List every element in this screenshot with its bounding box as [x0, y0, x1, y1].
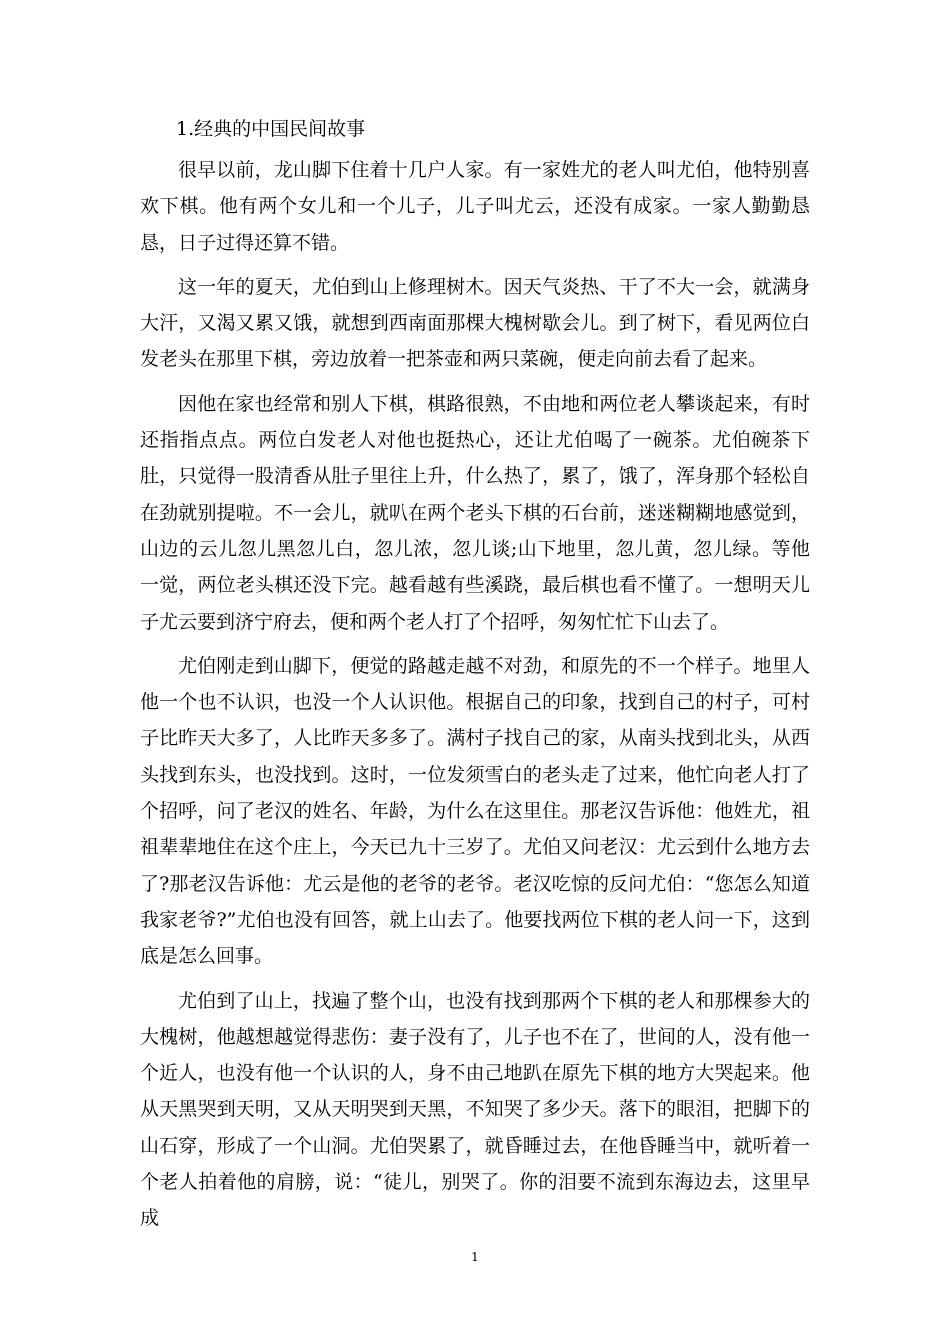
paragraph-3: 因他在家也经常和别人下棋，棋路很熟，不由地和两位老人攀谈起来，有时还指指点点。两位白发老人对他也挺热心，还让尤伯喝了一碗茶。尤伯碗茶下肚，只觉得一股清香从肚子里往上升，什么热了，累了，饿了，浑身那个轻松自在劲就别提啦。不一会儿，就叭在两个老头下棋的石台前，迷迷糊糊地感觉到，山边的云儿忽儿黑忽儿白，忽儿浓，忽儿谈;山下地里，忽儿黄，忽儿绿。等他一觉，两位老头棋还没下完。越看越有些溪跷，最后棋也看不懂了。一想明天儿子尤云要到济宁府去，便和两个老人打了个招呼，匆匆忙忙下山去了。 [140, 392, 810, 633]
paragraph-1: 很早以前，龙山脚下住着十几户人家。有一家姓尤的老人叫尤伯，他特别喜欢下棋。他有两个女儿和一个儿子，儿子叫尤云，还没有成家。一家人勤勤恳恳，日子过得还算不错。 [140, 159, 810, 254]
story-title: 1.经典的中国民间故事 [176, 118, 366, 140]
paragraph-2: 这一年的夏天，尤伯到山上修理树木。因天气炎热、干了不大一会，就满身大汗，又渴又累又饿，就想到西南面那棵大槐树歇会儿。到了树下，看见两位白发老头在那里下棋，旁边放着一把茶壶和两只菜碗，便走向前去看了起来。 [140, 275, 810, 371]
paragraph-5: 尤伯到了山上，找遍了整个山，也没有找到那两个下棋的老人和那棵参大的大槐树，他越想越觉得悲伤：妻子没有了，儿子也不在了，世间的人，没有他一个近人，也没有他一个认识的人，身不由己地趴在原先下棋的地方大哭起来。他从天黑哭到天明，又从天明哭到天黑，不知哭了多少天。落下的眼泪，把脚下的山石穿，形成了一个山洞。尤伯哭累了，就昏睡过去，在他昏睡当中，就听着一个老人拍着他的肩膀，说：“徒儿，别哭了。你的泪要不流到东海边去，这里早成 [140, 989, 810, 1230]
page-number: 1 [471, 1250, 479, 1264]
document-body [140, 112, 810, 1237]
paragraph-4: 尤伯刚走到山脚下，便觉的路越走越不对劲，和原先的不一个样子。地里人他一个也不认识，也没一个人认识他。根据自己的印象，找到自己的村子，可村子比昨天大多了，人比昨天多多了。满村子找自己的家，从南头找到北头，从西头找到东头，也没找到。这时，一位发须雪白的老头走了过来，他忙向老人打了个招呼，问了老汉的姓名、年龄，为什么在这里住。那老汉告诉他：他姓尤，祖祖辈辈地住在这个庄上，今天已九十三岁了。尤伯又问老汉：尤云到什么地方去了?那老汉告诉他：尤云是他的老爷的老爷。老汉吃惊的反问尤伯：“您怎么知道我家老爷?”尤伯也没有回答，就上山去了。他要找两位下棋的老人问一下，这到底是怎么回事。 [140, 654, 810, 968]
